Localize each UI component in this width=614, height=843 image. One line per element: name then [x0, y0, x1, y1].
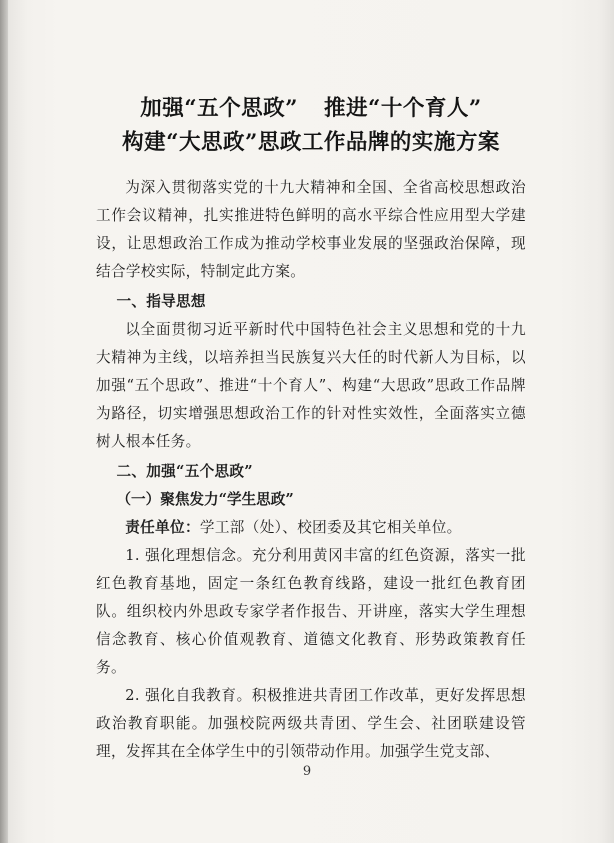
intro-paragraph: 为深入贯彻落实党的十九大精神和全国、全省高校思想政治工作会议精神，扎实推进特色鲜明的高水平综合性应用型大学建设，让思想政治工作成为推动学校事业发展的坚强政治保障，现结合学校实际，特制定此方案。: [96, 179, 526, 280]
subsection-1-heading: （一）聚焦发力“学生思政”: [116, 491, 294, 508]
section-1-paragraph: 以全面贯彻习近平新时代中国特色社会主义思想和党的十九大精神为主线，以培养担当民族复兴大任的时代新人为目标，以加强“五个思政”、推进“十个育人”、构建“大思政”思政工作品牌为路径，切实增强思想政治工作的针对性实效性，全面落实立德树人根本任务。: [96, 321, 526, 450]
item-2-paragraph: 2. 强化自我教育。积极推进共青团工作改革，更好发挥思想政治教育职能。加强校院两级共青团、学生会、社团联建设管理，发挥其在全体学生中的引领带动作用。加强学生党支部、: [96, 687, 526, 760]
responsibility-value: 学工部（处）、校团委及其它相关单位。: [199, 519, 462, 536]
title-line-1-part-1: 加强“五个思政”: [140, 96, 298, 121]
title-line-1: [96, 92, 526, 126]
responsibility-paragraph: [96, 514, 526, 542]
page-number: 9: [302, 764, 312, 779]
responsibility-label: 责任单位：: [125, 519, 200, 536]
title-line-1-part-2: 推进“十个育人”: [324, 96, 482, 121]
document-title: [96, 92, 526, 160]
document-content: [96, 92, 526, 766]
section-1-heading: 一、指导思想: [116, 293, 206, 310]
section-2-heading: 二、加强“五个思政”: [116, 463, 253, 480]
title-line-2: 构建“大思政”思政工作品牌的实施方案: [122, 130, 500, 155]
item-1-paragraph: 1. 强化理想信念。充分利用黄冈丰富的红色资源，落实一批红色教育基地，固定一条红色教育线路，建设一批红色教育团队。组织校内外思政专家学者作报告、开讲座，落实大学生理想信念教育、核心价值观教育、道德文化教育、形势政策教育任务。: [96, 547, 526, 676]
